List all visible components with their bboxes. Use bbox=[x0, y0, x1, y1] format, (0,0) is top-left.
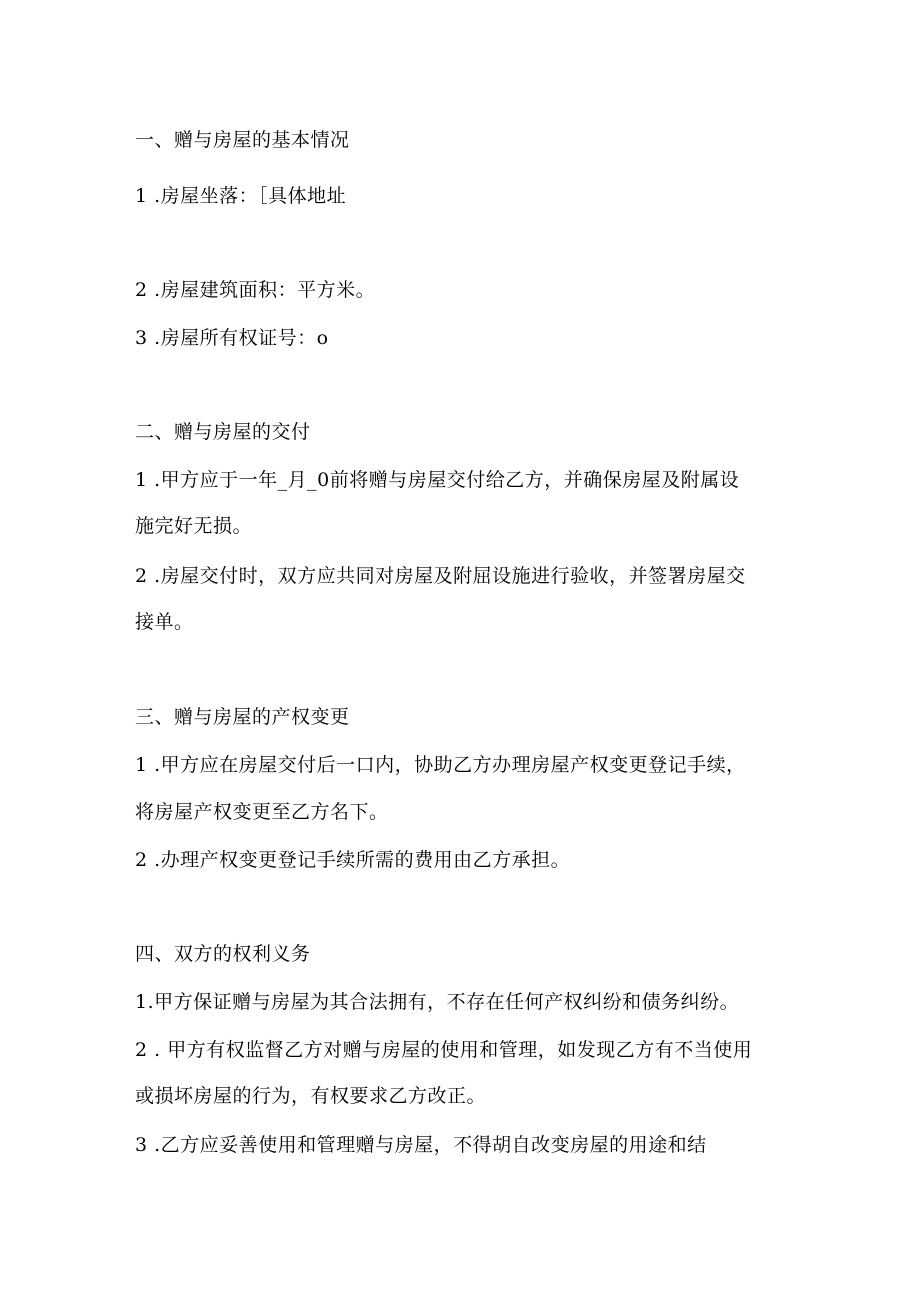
text-line: 1 .房屋坐落：［具体地址 bbox=[135, 185, 347, 207]
text-line: 2 . 甲方有权监督乙方对赠与房屋的使用和管理，如发现乙方有不当使用 bbox=[135, 1039, 753, 1061]
text-line: 2 .办理产权变更登记手续所需的费用由乙方承担。 bbox=[135, 849, 571, 871]
section-heading-4: 四、双方的权利义务 bbox=[135, 943, 311, 965]
text-line: 1 .甲方应于一年_月_0前将赠与房屋交付给乙方，并确保房屋及附属设 bbox=[135, 469, 740, 491]
text-line: 接单。 bbox=[135, 611, 194, 633]
section-heading-2: 二、赠与房屋的交付 bbox=[135, 421, 311, 443]
text-line: 施完好无损。 bbox=[135, 515, 253, 537]
text-line: 或损坏房屋的行为，有权要求乙方改正。 bbox=[135, 1085, 487, 1107]
section-heading-1: 一、赠与房屋的基本情况 bbox=[135, 129, 350, 151]
section-heading-3: 三、赠与房屋的产权变更 bbox=[135, 706, 350, 728]
text-line: 3 .乙方应妥善使用和管理赠与房屋，不得胡自改变房屋的用途和结 bbox=[135, 1134, 707, 1156]
text-line: 将房屋产权变更至乙方名下。 bbox=[135, 801, 389, 823]
text-line: 2 .房屋建筑面积：平方米。 bbox=[135, 279, 376, 301]
text-line: 2 .房屋交付时，双方应共同对房屋及附屈设施进行验收，并签署房屋交 bbox=[135, 565, 746, 587]
text-line: 3 .房屋所有权证号：o bbox=[135, 327, 329, 349]
text-line: 1 .甲方应在房屋交付后一口内，协助乙方办理房屋产权变更登记手续， bbox=[135, 754, 746, 776]
text-line: 1.甲方保证赠与房屋为其合法拥有，不存在任何产权纠纷和债务纠纷。 bbox=[135, 991, 740, 1013]
